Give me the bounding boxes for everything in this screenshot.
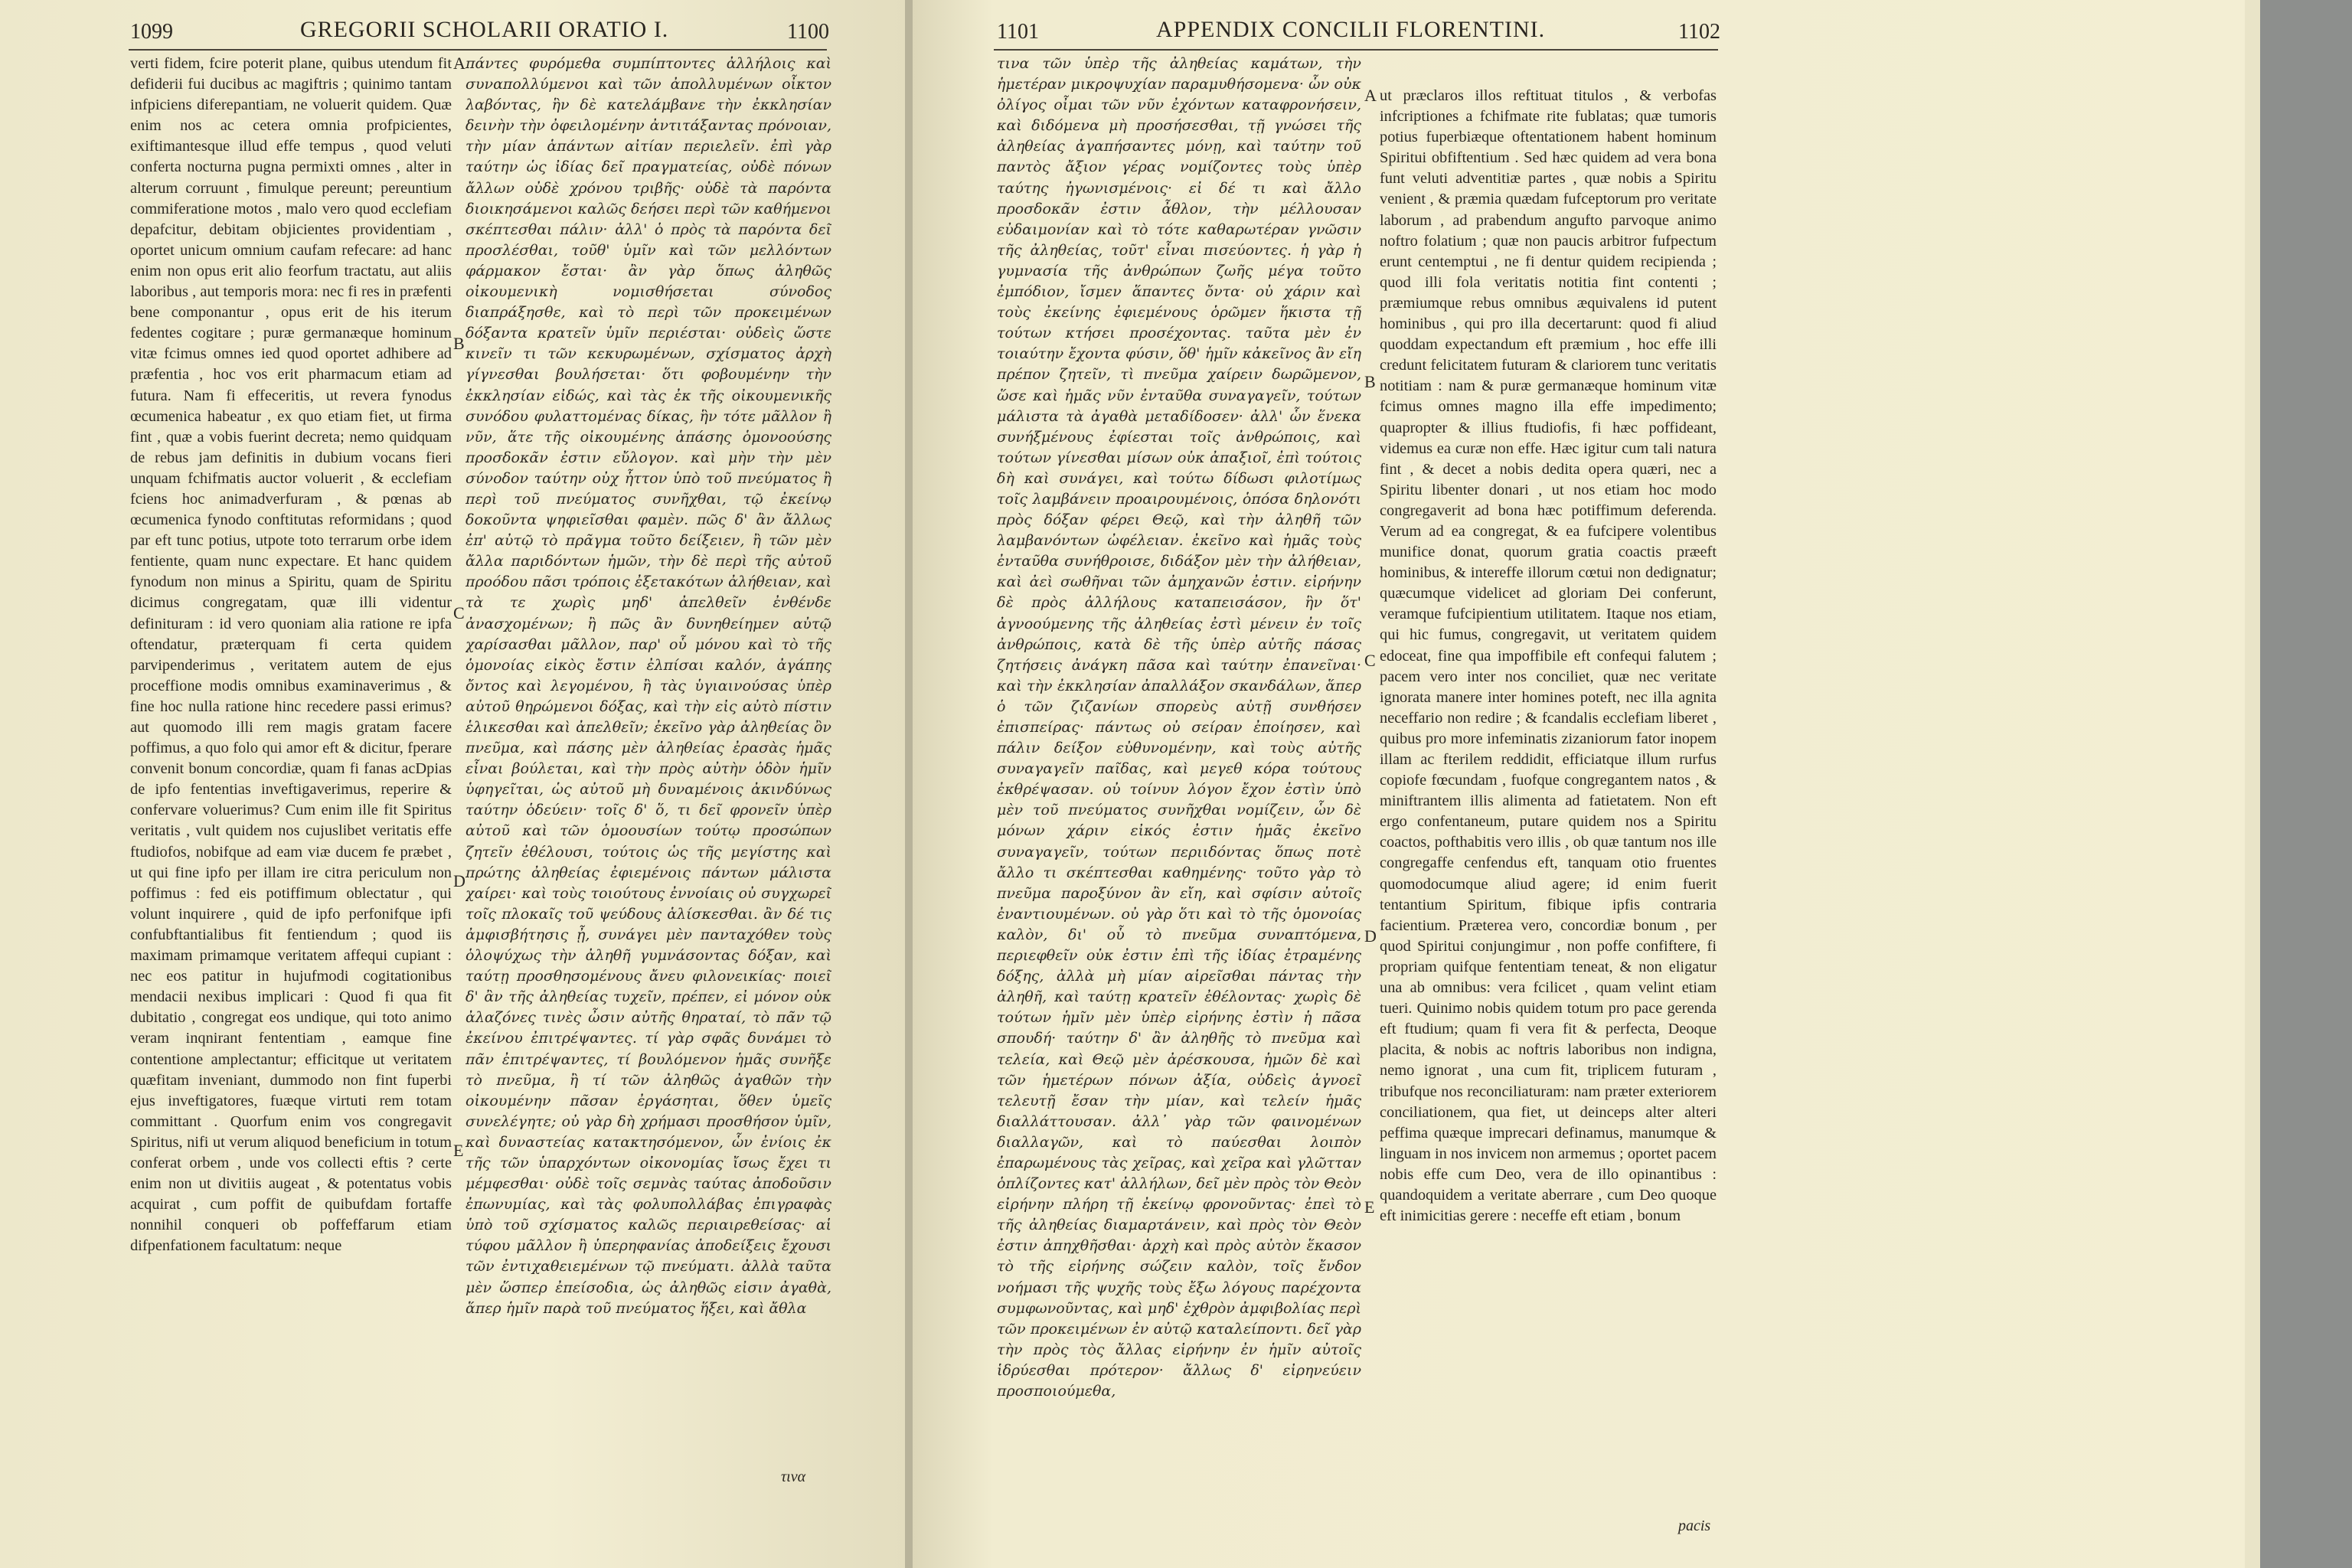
section-marker: E [453,1141,464,1160]
page-number: 1100 [787,20,829,44]
greek-text: πάντες φυρόμεθα συμπίπτοντες ἀλλήλοις καὶ συναπολλύμενοι καὶ τῶν ἀπολλυμένων οἶκτον λαβόντας, ἣν δὲ κατελάμβανε τὴν ἐκκλησίαν δεινὴν τὴν ὀφειλομένην ἀντιτάξαντας πρόνοιαν, τὴν μίαν ἁπάντων αἰτίαν περιελεῖν. ἐπὶ γὰρ ταύτην ὡς ἰδίας δεῖ πραγματείας, οὐδὲ πόνων ἄλλων οὐδὲ χρόνου τριβῆς· οὐδὲ τὰ παρόντα διοικησάμενοι καλῶς δεήσει περὶ τῶν καθήμενοι σκέπτεσθαι πάλιν· ἀλλ' ὁ πρὸς τὰ παρόντα δεῖ προσλέσθαι, τοῦθ' ὑμῖν καὶ τῶν μελλόντων φάρμακον ἔσται· ἂν γὰρ ὅπως ἀληθῶς οἰκουμενικὴ νομισθήσεται σύνοδος διαπράξησθε, καὶ τὸ περὶ τῶν προκειμένων δόξαντα κρατεῖν ὑμῖν περιέσται· οὐδεὶς ὥστε κινεῖν τι τῶν κεκυρωμένων, σχίσματος ἀρχὴ γίγνεσθαι βουλήσεται· ὅτι φοβουμένην τὴν ἐκκλησίαν εἰδώς, καὶ τὰς ἐκ τῆς οἰκουμενικῆς συνόδου φυλαττομένας δίκας, ἣν τότε μᾶλλον ἢ νῦν, ἅτε τῆς οἰκουμένης ἁπάσης ὁμονοούσης προσδοκᾶν ἐστιν εὔλογον. καὶ μὴν τὴν μὲν σύνοδον ταύτην οὐχ ἧττον ὑπὸ τοῦ πνεύματος ἢ περὶ τοῦ πνεύματος συνῆχθαι, τῷ ἐκείνῳ δοκοῦντα ψηφιεῖσθαι φαμὲν. πῶς δ' ἂν ἄλλως ἐπ' αὐτῷ τὸ πρᾶγμα τοῦτο δείξειεν, ἢ τῶν μὲν ἄλλα παριδόντων ἡμῶν, τὴν δὲ περὶ τῆς αὐτοῦ προόδου πᾶσι τρόποις ἐξετακότων ἀλήθειαν, καὶ τὰ τε χωρὶς μηδ' ἀπελθεῖν ἐνθένδε ἀνασχομένων; ἢ πῶς ἂν δυνηθείημεν αὐτῷ χαρίσασθαι μᾶλλον, παρ' οὗ μόνου καὶ τὸ τῆς ὁμονοίας εἰκὸς ἔστιν ἐλπίσαι καλόν, ἀγάπης ὄντος καὶ λεγομένου, ἢ τὰς ὑγιαινούσας ὑπὲρ αὐτοῦ θηρώμενοι δόξας, καὶ τὴν εἰς αὐτὸ πίστιν ἑλικεσθαι καὶ ἀπελθεῖν; ἐκεῖνο γὰρ ἀληθείας ὂν πνεῦμα, καὶ πάσης μὲν ἀληθείας ἐρασὰς ἡμᾶς εἶναι βούλεται, καὶ τὴν πρὸς αὐτὴν ὁδὸν ἡμῖν ὑφηγεῖται, ὡς αὐτοῦ μὴ δυναμένοις ἀκινδύνως ταύτην ὁδεύειν· τοῖς δ' ὅ, τι δεῖ φρονεῖν ὑπὲρ αὐτοῦ καὶ τῶν ὁμοουσίων τούτῳ προσώπων ζητεῖν ἐθέλουσι, τούτοις ὡς τῆς μεγίστης καὶ πρώτης ἀληθείας ἐφιεμένοις πάντων μάλιστα χαίρει· καὶ τοὺς τοιούτους ἐννοίαις οὐ συγχωρεῖ τοῖς πλοκαῖς τοῦ ψεύδους ἁλίσκεσθαι. ἂν δέ τις ἀμφισβήτησις ᾖ, συνάγει μὲν πανταχόθεν τοὺς ὁλοψύχως τὴν ἀληθῆ γυμνάσοντας δόξαν, καὶ ταύτῃ προσθησομένους ἄνευ φιλονεικίας· ποιεῖ δ' ἂν τῆς ἀληθείας τυχεῖν, πρέπεν, εἰ μόνον οὐκ ἀλαζόνες τινὲς ὦσιν αὐτῆς θηραταί, τὸ πᾶν τῷ ἐκείνου ἐπιτρέψαντες. τί γὰρ σφᾶς δυνάμει τὸ πᾶν ἐπιτρέψαντες, τί βουλόμενον ἡμᾶς συνῆξε τὸ πνεῦμα, ἢ τί τῶν ἀληθῶς ἀγαθῶν τὴν οἰκουμένην πᾶσαν ἐργάσηται, ὅθεν ὑμεῖς συνελέγητε; οὐ γὰρ δὴ χρήμασι προσθήσον ὑμῖν, καὶ δυναστείας κατακτησόμενον, ὧν ἐνίοις ἐκ τῆς τῶν ὑπαρχόντων οἰκονομίας ἴσως ἔχει τι μέμφεσθαι· οὐδὲ τοῖς σεμνὰς ταύτας ἀποδοῦσιν ἐπωνυμίας, καὶ τὰς φολυπολλάβας ἐπιγραφὰς ὑπὸ τοῦ σχίσματος καλῶς περιαιρεθείσας· αἱ τύφου μᾶλλον ἢ ὑπερηφανίας ἀποδείξεις ἔχουσι τῶν ἐντιχαθειεμένων τῷ πνεύματι. ἀλλὰ ταῦτα μὲν ὥσπερ ἐπείσοδια, ὡς ἀληθῶς εἰσιν ἀγαθὰ, ἅπερ ἡμῖν παρὰ τοῦ πνεύματος ἥξει, καὶ ἄθλα [466,55,831,1317]
section-marker: D [453,871,466,890]
page-number: 1102 [1678,20,1720,44]
page-number: 1099 [130,20,173,44]
section-marker: E [1364,1197,1375,1217]
latin-text: ut præclaros illos reftituat titulos , & verbofas infcriptiones a fchifmate rite fublatas; quæ tumoris potius fuperbiæque oftentationem habent hominum Spiritui obfiftentium . Sed hæc quidem ad vera bona funt veluti adventitiæ partes , quæ nobis a Spiritu venient , & præmia quædam fufceptorum pro veritate laborum , ad prabendum angufto parvoque animo noftro folatium ; quæ non paucis arbitror fufpectum erunt centemptui , ne fi dentur quidem recipienda ; quod illi fola veritatis notitia fint contenti ; præmiumque rebus omnibus æquivalens id putent hominibus , qui pro illa decertarunt: quod fi aliud quoddam expectandum eft præmium , hoc effe illi credunt felicitatem futuram & clariorem tunc veritatis notitiam : nam & puræ germanæque hominum vitæ fcimus omnes magno illa effe impedimento; quapropter & illius ftudiofis, fi hæc poffideant, videmus ea curæ non effe. Hæc igitur cum tali natura fint , & decet a nobis dedita opera quæri, nec a Spiritu libenter donari , ut nos etiam hoc modo congregaverit ad bona hæc potiffimum deferenda. Verum ad ea congregat, & ea fufcipere volentibus munifice donat, quorum gratia coactis præeft hominibus, & intereffe illorum cœtui non dedignatur; quæcumque videlicet ad gloriam Dei conferunt, veramque fufcipientium utilitatem. Itaque nos etiam, qui hic fumus, congregavit, ut veritatem quidem edoceat, fine qua impoffibile eft confequi falutem ; pacem vero inter nos conciliet, quæ nec veritate ignorata manere inter homines poteft, nec illa agnita neceffario non redire ; & fcandalis ecclefiam liberet , quibus pro more infeminatis zizaniorum fator inopem illam ac fterilem reddidit, efficiatque illum rurfus copiofe fœcundam , fuofque congregantem natos , & miniftrantem illis alimenta ad fatietatem. Non eft ergo confentaneum, putare quidem nos a Spiritu coactos, pofthabitis vero illis , ob quæ tantum nos ille congregaffe cenfendus eft, tanquam otio fruentes quomodocumque aliud agere; id enim fuerit tentantium Spiritum, fibique ipfis contraria facientium. Præterea vero, concordiæ bonum , per quod Spiritui conjungimur , non poffe confiftere, fi propriam quifque fententiam teneat, & non eligatur una ab omnibus: vera fcilicet , quam velint etiam tueri. Quinimo nobis quidem totum pro pace gerenda eft ftudium; quam fi vera fit & perfecta, Deoque placita, & nobis ac noftris laboribus non indigna, nemo ignorat , una cum fit, triplicem futuram , tribufque nos reconciliaturam: nam præter exteriorem conciliationem, qua fiet, ut deinceps alter alteri peffima quæque imprecari definamus, manumque & linguam in nos invicem non armemus ; oportet pacem nobis effe cum Deo, vera de illo opinantibus : quandoquidem a veritate aberrare , cum Deo quoque eft inimicitias gerere : neceffe eft etiam , bonum [1380,87,1717,1225]
section-marker: C [1364,651,1376,670]
greek-column [997,54,1361,1508]
header-rule [129,49,827,51]
latin-column [1380,86,1717,1502]
section-marker: B [1364,372,1376,391]
section-marker: C [453,603,465,622]
latin-column [130,54,452,1470]
scan-background [2260,0,2352,1568]
left-page [0,0,905,1568]
section-marker: B [453,334,465,353]
running-head: GREGORII SCHOLARII ORATIO I. [300,17,669,42]
section-marker: A [453,54,466,73]
gutter [905,0,913,1568]
section-marker: A [1364,86,1377,105]
header-rule [994,49,1718,51]
latin-text: verti fidem, fcire poterit plane, quibus utendum fit defiderii fui ducibus ac magiftris ; quinimo tantam infpiciens diferepantiam, ne voluerit quidem. Quæ enim nos ac cetera omnia profpicientes, exiftimantesque illud effe tempus , quod veluti conferta nocturna pugna permixti omnes , alter in alterum corruunt , fimulque pereunt; pereuntium commiferatione motos , malo vero quod ecclefiam depafcitur, debitam objicientes providentiam , oportet unicum omnium caufam refecare: ad hanc enim non opus erit alio feorfum tractatu, aut aliis laboribus , aut temporis mora: nec fi res in præfenti bene componantur , opus erit de his iterum fedentes cogitare ; puræ germanæque hominum vitæ fcimus omnes ied quod oportet adhibere ad præfentia , hoc vos erit pharmacum etiam ad futura. Nam fi effeceritis, ut revera fynodus œcumenica habeatur , ex quo etiam fiet, ut firma fint , quæ a vobis fuerint decreta; nemo quidquam de rebus jam definitis in dubium vocans fieri unquam fchifmatis auctor voluerit , & ecclefiam fciens hoc animadverfuram , & pœnas ab œcumenica fynodo conftitutas reformidans ; quod par eft tunc potius, utpote toto terrarum orbe idem fentiente, quam nunc expectare. Et hanc quidem fynodum non minus a Spiritu, quam de Spiritu dicimus congregatam, quæ illi videntur definituram : id vero quoniam alia ratione re ipfa oftendatur, præterquam fi certa quidem parvipenderimus , veritatem autem de ejus proceffione modis omnibus examinaverimus , & fine hoc nulla ratione hinc recedere passi erimus? aut quomodo illi rem magis gratam facere poffimus, a quo folo qui amor eft & dicitur, fperare convenit bonum concordiæ, quam fi fanas acDpias de ipfo fententias inveftigaverimus, reperire & confervare voluerimus? Cum enim ille fit Spiritus veritatis , vult quidem nos cujuslibet veritatis effe ftudiofos, nobifque ad eam viæ ducem fe præbet , ut qui fine ipfo per illam ire citra periculum non poffimus : fed eis potiffimum oblectatur , qui volunt inquirere , quid de ipfo perfonifque ipfi confubftantialibus fit fentiendum ; quod iis maximam primamque veritatem affequi cupiant : nec eos patitur in hujufmodi cogitationibus mendacii nexibus implicari : Quod fi qua fit dubitatio , congregat eos undique, qui toto animo veram inqnirant fententiam , eamque fine contentione amplectantur; efficitque ut veritatem quæfitam inveniant, dummodo non fint fuperbi ejus inveftigatores, fuæque virtuti rem totam committant . Quorfum enim vos congregavit Spiritus, nifi ut verum aliquod beneficium in totum conferat orbem , unde vos collecti eftis ? certe enim non ut divitiis augeat , & potentatus vobis acquirat , cum poffit de quibufdam fortaffe nonnihil conqueri ob poffeffarum etiam difpenfationem facultatum: neque [130,55,452,1255]
page-number: 1101 [997,20,1039,44]
section-marker: D [1364,926,1377,946]
greek-column [466,54,831,1470]
catchword: pacis [1678,1517,1711,1534]
running-head: APPENDIX CONCILII FLORENTINI. [1156,17,1546,42]
page-edge [2245,0,2260,1568]
catchword: τινα [781,1468,806,1485]
right-page [913,0,2260,1568]
greek-text: τινα τῶν ὑπὲρ τῆς ἀληθείας καμάτων, τὴν ἡμετέραν μικροψυχίαν παραμυθήσομενα· ὧν οὐκ ὀλίγος οἶμαι τῶν νῦν ἐχόντων καταφρονήσειν, καὶ διδόμενα μὴ προσήσεσθαι, τῇ γνώσει τῆς ἀληθείας ἀγαπήσαντες μόνῃ, καὶ ταύτην τοῦ παντὸς ἄξιον γέρας νομίζοντες τοὺς ὑπὲρ ταύτης ἠγωνισμένοις· εἰ δέ τι καὶ ἄλλο προσδοκᾶν ἐστιν ἆθλον, τὴν μέλλουσαν εὐδαιμονίαν καὶ τὸ τότε καθαρωτέραν γνῶσιν τῆς ἀληθείας, τοῦτ' εἶναι πισεύοντες. ἡ γὰρ ἡ γυμνασία τῆς ἀνθρώπων ζωῆς μέγα τοῦτο ἐμπόδιον, ἴσμεν ἅπαντες ὄντα· οὐ χάριν καὶ τοὺς ἐκείνης ἐφιεμένους ὁρῶμεν ἥκιστα τῇ τούτων κτήσει προσέχοντας. ταῦτα μὲν ἐν τοιαύτην ἔχοντα φύσιν, ὅθ' ἡμῖν κἀκεῖνος ἂν εἴη πρέπον ζητεῖν, τὶ πνεῦμα χαίρειν δωρῶμενον, ὥσε καὶ ἡμᾶς νῦν ἐνταῦθα συναγαγεῖν, τούτων μάλιστα τὰ ἀγαθὰ μεταδίδοσεν· ἀλλ' ὧν ἕνεκα συνήξμένους ἐφίεσται τοῖς ἀνθρώποις, καὶ τούτων γίνεσθαι μίσων οὐκ ἀπαξιοῖ, ἐπὶ τούτοις δὴ καὶ συνάγει, καὶ τούτω δίδωσι φιλοτίμως τοῖς λαμβάνειν προαιρουμένοις, ὁπόσα δηλονότι πρὸς δόξαν φέρει Θεῷ, καὶ τὴν ἀληθῆ τῶν λαμβανόντων ὠφέλειαν. ἐκεῖνο καὶ ἡμᾶς τοὺς ἐνταῦθα συνήθροισε, διδάξον μὲν τὴν ἀλήθειαν, καὶ ἀεὶ σωθῆναι τῶν ἀμηχανῶν ἐστιν. εἰρήνην δὲ πρὸς ἀλλήλους καταπεισάσον, ἣν ὅτ' ἀγνοούμενης τῆς ἀληθείας ἐστὶ μένειν ἐν τοῖς ἀνθρώποις, κατὰ δὲ τῆς ὑπὲρ αὐτῆς πάσας ζητήσεις ἀνάγκη πᾶσα καὶ ταύτην ἐπανεῖναι· καὶ τὴν ἐκκλησίαν ἀπαλλάξον σκανδάλων, ἅπερ ὁ τῶν ζιζανίων σπορεὺς αὐτῇ συνθήσεν ἐπισπείρας· πάντως οὐ σείραν ἐποίησεν, καὶ πάλιν δείξον εὐθυνομένην, καὶ τοὺς αὐτῆς συναγαγεῖν παῖδας, καὶ μεγεθ κόρα τούτους ἐκθρέψασαν. οὐ τοίνυν λόγον ἔχον ἐστὶν ὑπὸ μὲν τοῦ πνεύματος συνῆχθαι νομίζειν, ὧν δὲ μόνων χάριν εἰκός ἐστιν ἡμᾶς ἐκεῖνο συναγαγεῖν, τούτων περιιδόντας ὅπως ποτὲ ἄλλο τι σκέπτεσθαι καθημένης· τοῦτο γὰρ τὸ πνεῦμα παροξύνον ἂν εἴη, καὶ σφίσιν αὐτοῖς ἐναντιουμένων. οὐ γὰρ ὅτι καὶ τὸ τῆς ὁμονοίας καλὸν, δι' οὗ τὸ πνεῦμα συναπτόμενα, περιεφθεῖν οὐκ ἐστιν ἐπὶ τῆς ἰδίας ἐτραμένης δόξης, ἀλλὰ μὴ μίαν αἱρεῖσθαι πάντας τὴν ἀληθῆ, καὶ ταύτῃ κρατεῖν ἐθέλοντας· χωρὶς δὲ τούτων ἡμῖν μὲν ὑπὲρ εἰρήνης ἐστὶν ἡ πᾶσα σπουδή· ταύτην δ' ἂν ἀληθῆς τὸ πνεῦμα καὶ τελεία, καὶ Θεῷ μὲν ἀρέσκουσα, ἡμῶν δὲ καὶ τῶν ἡμετέρων πόνων ἀξία, οὐδεὶς ἀγνοεῖ τελευτῇ ἔσαν τὴν μίαν, καὶ τελείν ἡμᾶς διαλλάττουσαν. ἀλλ᾽ γὰρ τῶν φαινομένων διαλλαγῶν, καὶ τὸ παύεσθαι λοιπὸν ἐπαρωμένους τὰς χεῖρας, καὶ χεῖρα καὶ γλῶτταν ὁπλίζοντες κατ' ἀλλήλων, δεῖ μὲν πρὸς τὸν Θεὸν εἰρήνην πλήρη τῇ ἐκείνῳ φρονοῦντας· ἐπεὶ τὸ τῆς ἀληθείας διαμαρτάνειν, καὶ πρὸς τὸν Θεὸν ἐστιν ἀπηχθῆσθαι· ἀρχὴ καὶ πρὸς αὐτὸν ἕκασον τὸ τῆς εἰρήνης σώζειν καλὸν, τοῖς ἔνδον νοήμασι τῆς ψυχῆς τοὺς ἔξω λόγους παρέχοντα συμφωνοῦντας, καὶ μηδ' ἐχθρὸν ἀμφιβολίας περὶ τῶν προκειμένων ἐν αὐτῷ καταλείποντι. δεῖ γὰρ τὴν πρὸς τὸς ἄλλας εἰρήνην ἐν ἡμῖν αὐτοῖς ἱδρύεσθαι πρότερον· ἄλλως δ' εἰρηνεύειν προσποιούμεθα, [997,55,1361,1400]
